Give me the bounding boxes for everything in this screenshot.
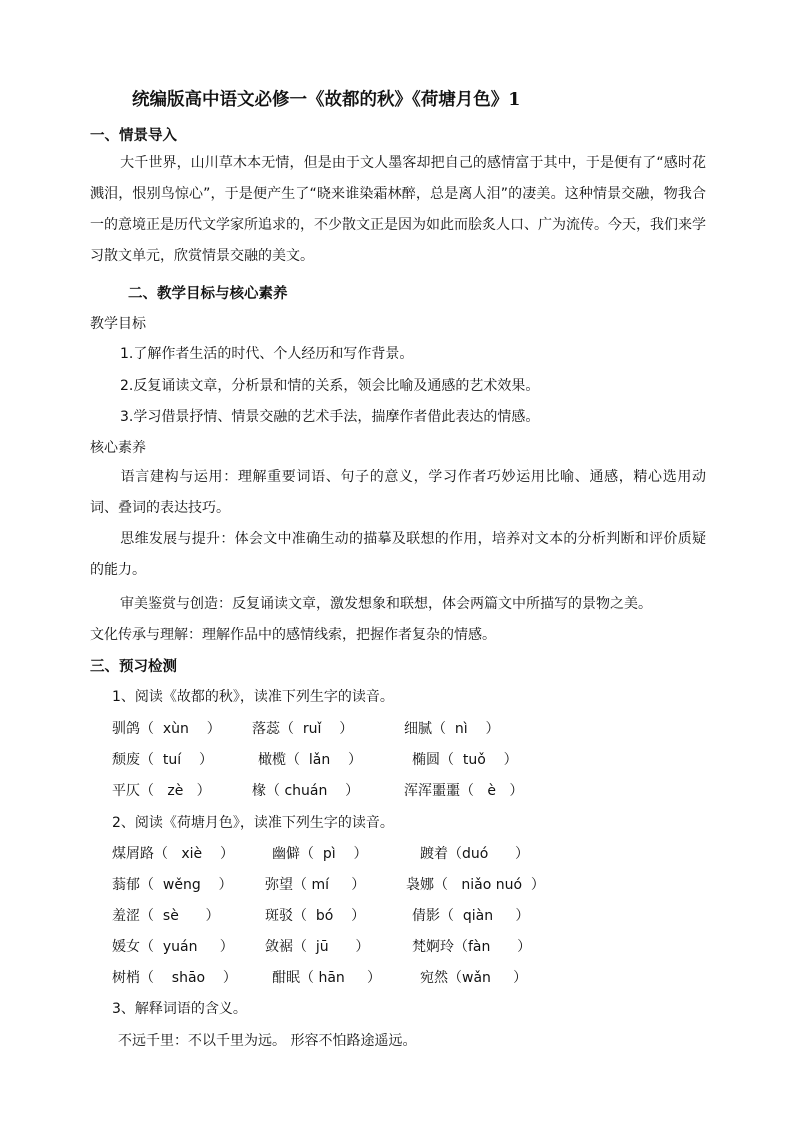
section-heading-intro: 一、情景导入 (90, 128, 177, 144)
goal-item-2: 2.反复诵读文章，分析景和情的关系，领会比喻及通感的艺术效果。 (120, 378, 540, 394)
pinyin-item: 颓废（ tuí ） (112, 752, 213, 768)
pinyin-item: 袅娜（ niǎo nuó ） (406, 877, 545, 893)
pinyin-item: 羞涩（ sè ） (112, 908, 220, 924)
pinyin-item: 梵婀玲（fàn ） (412, 939, 532, 955)
literacy-paragraph-1 (90, 462, 706, 524)
pinyin-item: 落蕊（ ruǐ ） (252, 721, 354, 737)
literacy-label: 核心素养 (90, 440, 146, 456)
question-1: 1、阅读《故都的秋》，读准下列生字的读音。 (112, 689, 394, 705)
literacy-paragraph-3: 审美鉴赏与创造：反复诵读文章，激发想象和联想，体会两篇文中所描写的景物之美。 (120, 596, 652, 612)
question-3-answer: 不远千里：不以千里为远。 形容不怕路途遥远。 (118, 1033, 417, 1049)
section-heading-goals: 二、教学目标与核心素养 (128, 286, 288, 302)
pinyin-item: 宛然（wǎn ） (420, 970, 528, 986)
document-title: 统编版高中语文必修一《故都的秋》《荷塘月色》1 (132, 90, 521, 110)
pinyin-item: 驯鸽（ xùn ） (112, 721, 221, 737)
pinyin-item: 蓊郁（ wěng ） (112, 877, 233, 893)
question-2: 2、阅读《荷塘月色》，读准下列生字的读音。 (112, 815, 394, 831)
pinyin-item: 浑浑噩噩（ è ） (404, 783, 524, 799)
question-3: 3、解释词语的含义。 (112, 1001, 247, 1017)
pinyin-item: 橄榄（ lǎn ） (258, 752, 363, 768)
goals-label: 教学目标 (90, 316, 146, 332)
pinyin-item: 平仄（ zè ） (112, 783, 211, 799)
section-heading-preview: 三、预习检测 (90, 659, 177, 675)
literacy-paragraph-2 (90, 524, 706, 586)
pinyin-item: 细腻（ nì ） (404, 721, 500, 737)
pinyin-item: 倩影（ qiàn ） (412, 908, 530, 924)
literacy-paragraph-4: 文化传承与理解：理解作品中的感情线索，把握作者复杂的情感。 (90, 627, 496, 643)
pinyin-item: 椭圆（ tuǒ ） (412, 752, 518, 768)
literacy-paragraph-1-text: 语言建构与运用：理解重要词语、句子的意义，学习作者巧妙运用比喻、通感，精心选用动词、叠词的表达技巧。 (90, 469, 706, 516)
pinyin-item: 酣眠（ hān ） (272, 970, 382, 986)
literacy-paragraph-2-text: 思维发展与提升：体会文中准确生动的描摹及联想的作用，培养对文本的分析判断和评价质疑的能力。 (90, 531, 706, 578)
goal-item-3: 3.学习借景抒情、情景交融的艺术手法，揣摩作者借此表达的情感。 (120, 409, 540, 425)
pinyin-item: 踱着（duó ） (420, 846, 530, 862)
pinyin-item: 煤屑路（ xiè ） (112, 846, 234, 862)
intro-paragraph (90, 148, 706, 272)
pinyin-item: 弥望（ mí ） (265, 877, 366, 893)
pinyin-item: 椽（ chuán ） (252, 783, 360, 799)
intro-paragraph-text: 大千世界，山川草木本无情，但是由于文人墨客却把自己的感情富于其中，于是便有了“感时花溅泪，恨别鸟惊心”，于是便产生了“晓来谁染霜林醉，总是离人泪”的凄美。这种情景交融，物我合一的意境正是历代文学家所追求的，不少散文正是因为如此而脍炙人口、广为流传。今天，我们来学习散文单元，欣赏情景交融的美文。 (90, 155, 706, 264)
pinyin-item: 斑驳（ bó ） (265, 908, 366, 924)
pinyin-item: 敛裾（ jū ） (265, 939, 370, 955)
pinyin-item: 幽僻（ pì ） (272, 846, 368, 862)
goal-item-1: 1.了解作者生活的时代、个人经历和写作背景。 (120, 346, 414, 362)
pinyin-item: 媛女（ yuán ） (112, 939, 234, 955)
pinyin-item: 树梢（ shāo ） (112, 970, 237, 986)
